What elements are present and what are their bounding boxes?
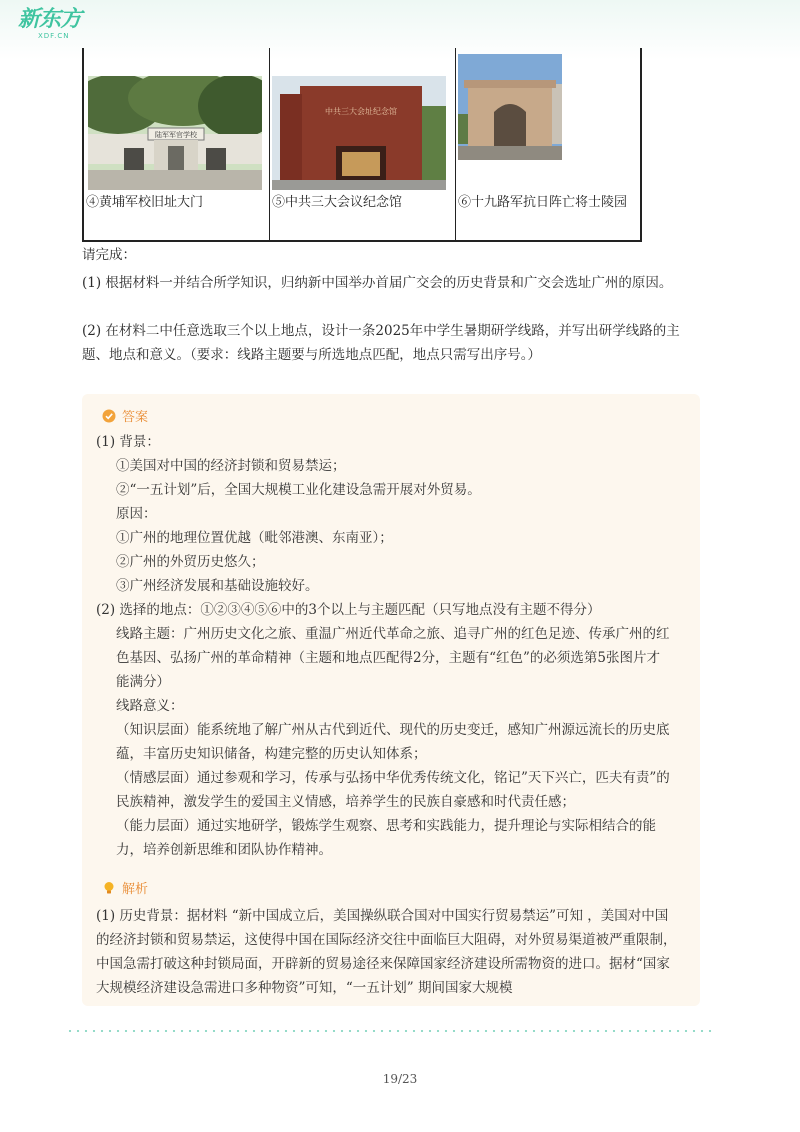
image-cell-5 [270,48,456,240]
answer-line: (1) 背景： [96,434,160,450]
answer-line: (2) 选择的地点：①②③④⑤⑥中的3个以上与主题匹配（只写地点没有主题不得分） [96,602,601,618]
answer-line: ②“一五计划”后，全国大规模工业化建设急需开展对外贸易。 [116,482,481,498]
answer-line: ③广州经济发展和基础设施较好。 [116,578,319,594]
instruction-lead: 请完成： [82,247,136,263]
answer-box [82,394,700,1006]
answer-line: ①广州的地理位置优越（毗邻港澳、东南亚）； [116,530,393,546]
answer-line: ①美国对中国的经济封锁和贸易禁运； [116,458,346,474]
photo-whampoa-gate [88,76,262,190]
meaning-knowledge: （知识层面）能系统地了解广州从古代到近代、现代的历史变迁，感知广州源远流长的历史底蕴，丰富历史知识储备，构建完整的历史认知体系； [116,722,670,762]
check-badge-icon [102,409,116,423]
page-number: 19/23 [382,1072,418,1086]
analysis-text: (1) 历史背景：据材料 “新中国成立后，美国操纵联合国对中国实行贸易禁运”可知 ，美国对中国的经济封锁和贸易禁运，这使得中国在国际经济交往中面临巨大阻碍，对外贸易渠道被严重限制，中国急需打破这种封锁局面，开辟新的贸易途径来保障国家经济建设所需物资的进口。据材“国家大规模经济建设急需进口多种物资”可知，“一五计划” 期间国家大规模 [96,908,677,996]
logo-main: 新东方 [18,7,82,32]
photo-third-congress-hall [272,76,446,190]
image-table [82,48,642,242]
answer-label: 答案 [122,410,149,425]
question-1: (1) 根据材料一并结合所学知识，归纳新中国举办首届广交会的历史背景和广交会选址广州的原因。 [82,275,673,291]
route-meaning-label: 线路意义： [116,698,184,714]
lightbulb-icon [102,881,116,895]
route-theme: 线路主题：广州历史文化之旅、重温广州近代革命之旅、追寻广州的红色足迹、传承广州的红色基因、弘扬广州的革命精神（主题和地点匹配得2分，主题有“红色”的必须选第5张图片才能满分） [116,626,670,690]
svg-text:中共三大会址纪念馆: 中共三大会址纪念馆 [325,107,397,116]
answer-tag [102,406,148,425]
answer-line: ②广州的外贸历史悠久； [116,554,265,570]
caption-6: ⑥十九路军抗日阵亡将士陵园 [458,195,628,210]
xdf-logo [18,8,88,42]
answer-line: 原因： [116,506,157,522]
caption-5: ⑤中共三大会议纪念馆 [272,195,403,210]
question-2: (2) 在材料二中任意选取三个以上地点，设计一条2025年中学生暑期研学线路，并写出研学线路的主题、地点和意义。（要求：线路主题要与所选地点匹配，地点只需写出序号。） [82,323,680,363]
svg-text:陆军军官学校: 陆军军官学校 [155,131,197,139]
analysis-tag [102,878,148,897]
analysis-label: 解析 [122,882,149,897]
caption-4: ④黄埔军校旧址大门 [86,195,204,210]
page-divider [66,1030,714,1032]
logo-sub: XDF.CN [38,32,70,40]
image-cell-4 [84,48,270,240]
photo-19th-route-army-cemetery [458,54,562,160]
meaning-ability: （能力层面）通过实地研学，锻炼学生观察、思考和实践能力，提升理论与实际相结合的能力，培养创新思维和团队协作精神。 [116,818,656,858]
image-cell-6 [456,48,640,240]
meaning-emotion: （情感层面）通过参观和学习，传承与弘扬中华优秀传统文化，铭记”天下兴亡，匹夫有责”的民族精神，激发学生的爱国主义情感，培养学生的民族自豪感和时代责任感； [116,770,670,810]
